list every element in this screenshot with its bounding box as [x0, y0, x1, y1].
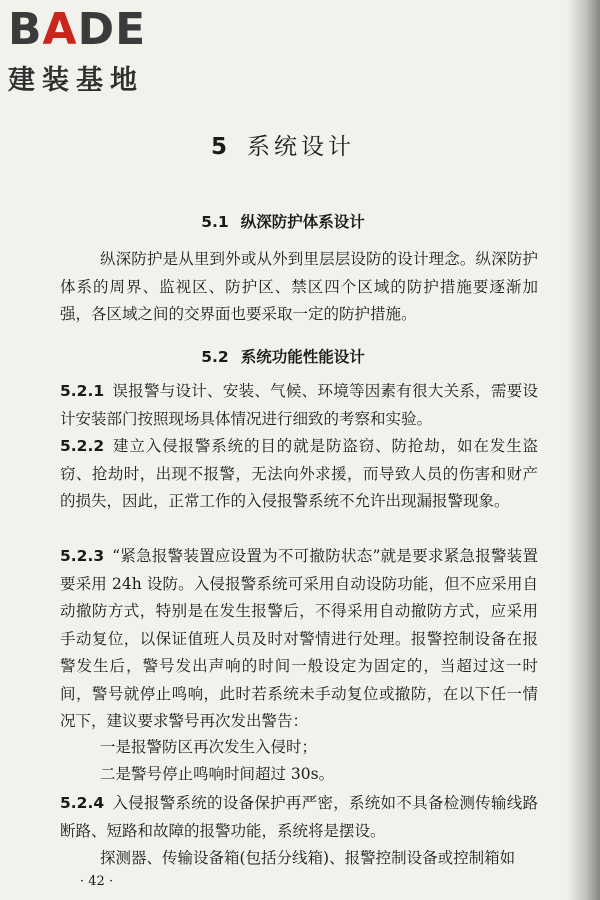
- page-edge-shadow: [566, 0, 600, 900]
- section-number: 5.2: [201, 348, 229, 366]
- watermark-logo: [8, 4, 146, 97]
- section-title: 系统功能性能设计: [240, 348, 365, 366]
- clause-5-2-4: [60, 790, 538, 845]
- clause-number: 5.2.2: [60, 437, 105, 455]
- clause-5-2-2: [60, 433, 538, 516]
- section-number: 5.1: [201, 213, 229, 231]
- clause-5-2-3: [60, 543, 538, 736]
- section-heading-5-1: [0, 210, 566, 232]
- clause-5-2-1: [60, 378, 538, 433]
- clause-text: “紧急报警装置应设置为不可撤防状态”就是要求紧急报警装置要采用 24h 设防。入侵报警系统可采用自动设防功能，但不应采用自动撤防方式，特别是在发生报警后，不得采用自动撤防方式，应采用手动复位，以保证值班人员及时对警情进行处理。报警控制设备在报警发生后，警号发出声响的时间一般设定为固定的，当超过这一时间，警号就停止鸣响，此时若系统未手动复位或撤防，在以下任一情况下，建议要求警号再次发出警告：: [60, 547, 538, 730]
- logo-subtitle: 建装基地: [8, 65, 144, 96]
- list-item-1: 一是报警防区再次发生入侵时；: [100, 738, 318, 756]
- clause-text: 入侵报警系统的设备保护再严密，系统如不具备检测传输线路断路、短路和故障的报警功能，系统将是摆设。: [60, 794, 538, 840]
- clause-number: 5.2.4: [60, 794, 105, 812]
- section-title: 纵深防护体系设计: [240, 213, 365, 231]
- chapter-title: 系统设计: [247, 134, 355, 160]
- chapter-number: 5: [210, 134, 231, 160]
- paragraph-continued: 探测器、传输设备箱(包括分线箱)、报警控制设备或控制箱如: [100, 849, 516, 867]
- clause-number: 5.2.1: [60, 382, 105, 400]
- clause-number: 5.2.3: [60, 547, 105, 565]
- chapter-heading: [0, 128, 566, 161]
- clause-text: 误报警与设计、安装、气候、环境等因素有很大关系，需要设计安装部门按照现场具体情况进行细致的考察和实验。: [60, 382, 538, 428]
- logo-mark: BADE: [8, 4, 147, 55]
- paragraph-5-1: 纵深防护是从里到外或从外到里层层设防的设计理念。纵深防护体系的周界、监视区、防护区、禁区四个区域的防护措施要逐渐加强，各区域之间的交界面也要采取一定的防护措施。: [60, 250, 538, 323]
- section-heading-5-2: [0, 345, 566, 367]
- page-number: · 42 ·: [80, 874, 114, 889]
- list-item-2: 二是警号停止鸣响时间超过 30s。: [100, 765, 335, 783]
- clause-text: 建立入侵报警系统的目的就是防盗窃、防抢劫，如在发生盗窃、抢劫时，出现不报警，无法向外求援，而导致人员的伤害和财产的损失，因此，正常工作的入侵报警系统不允许出现漏报警现象。: [60, 437, 538, 510]
